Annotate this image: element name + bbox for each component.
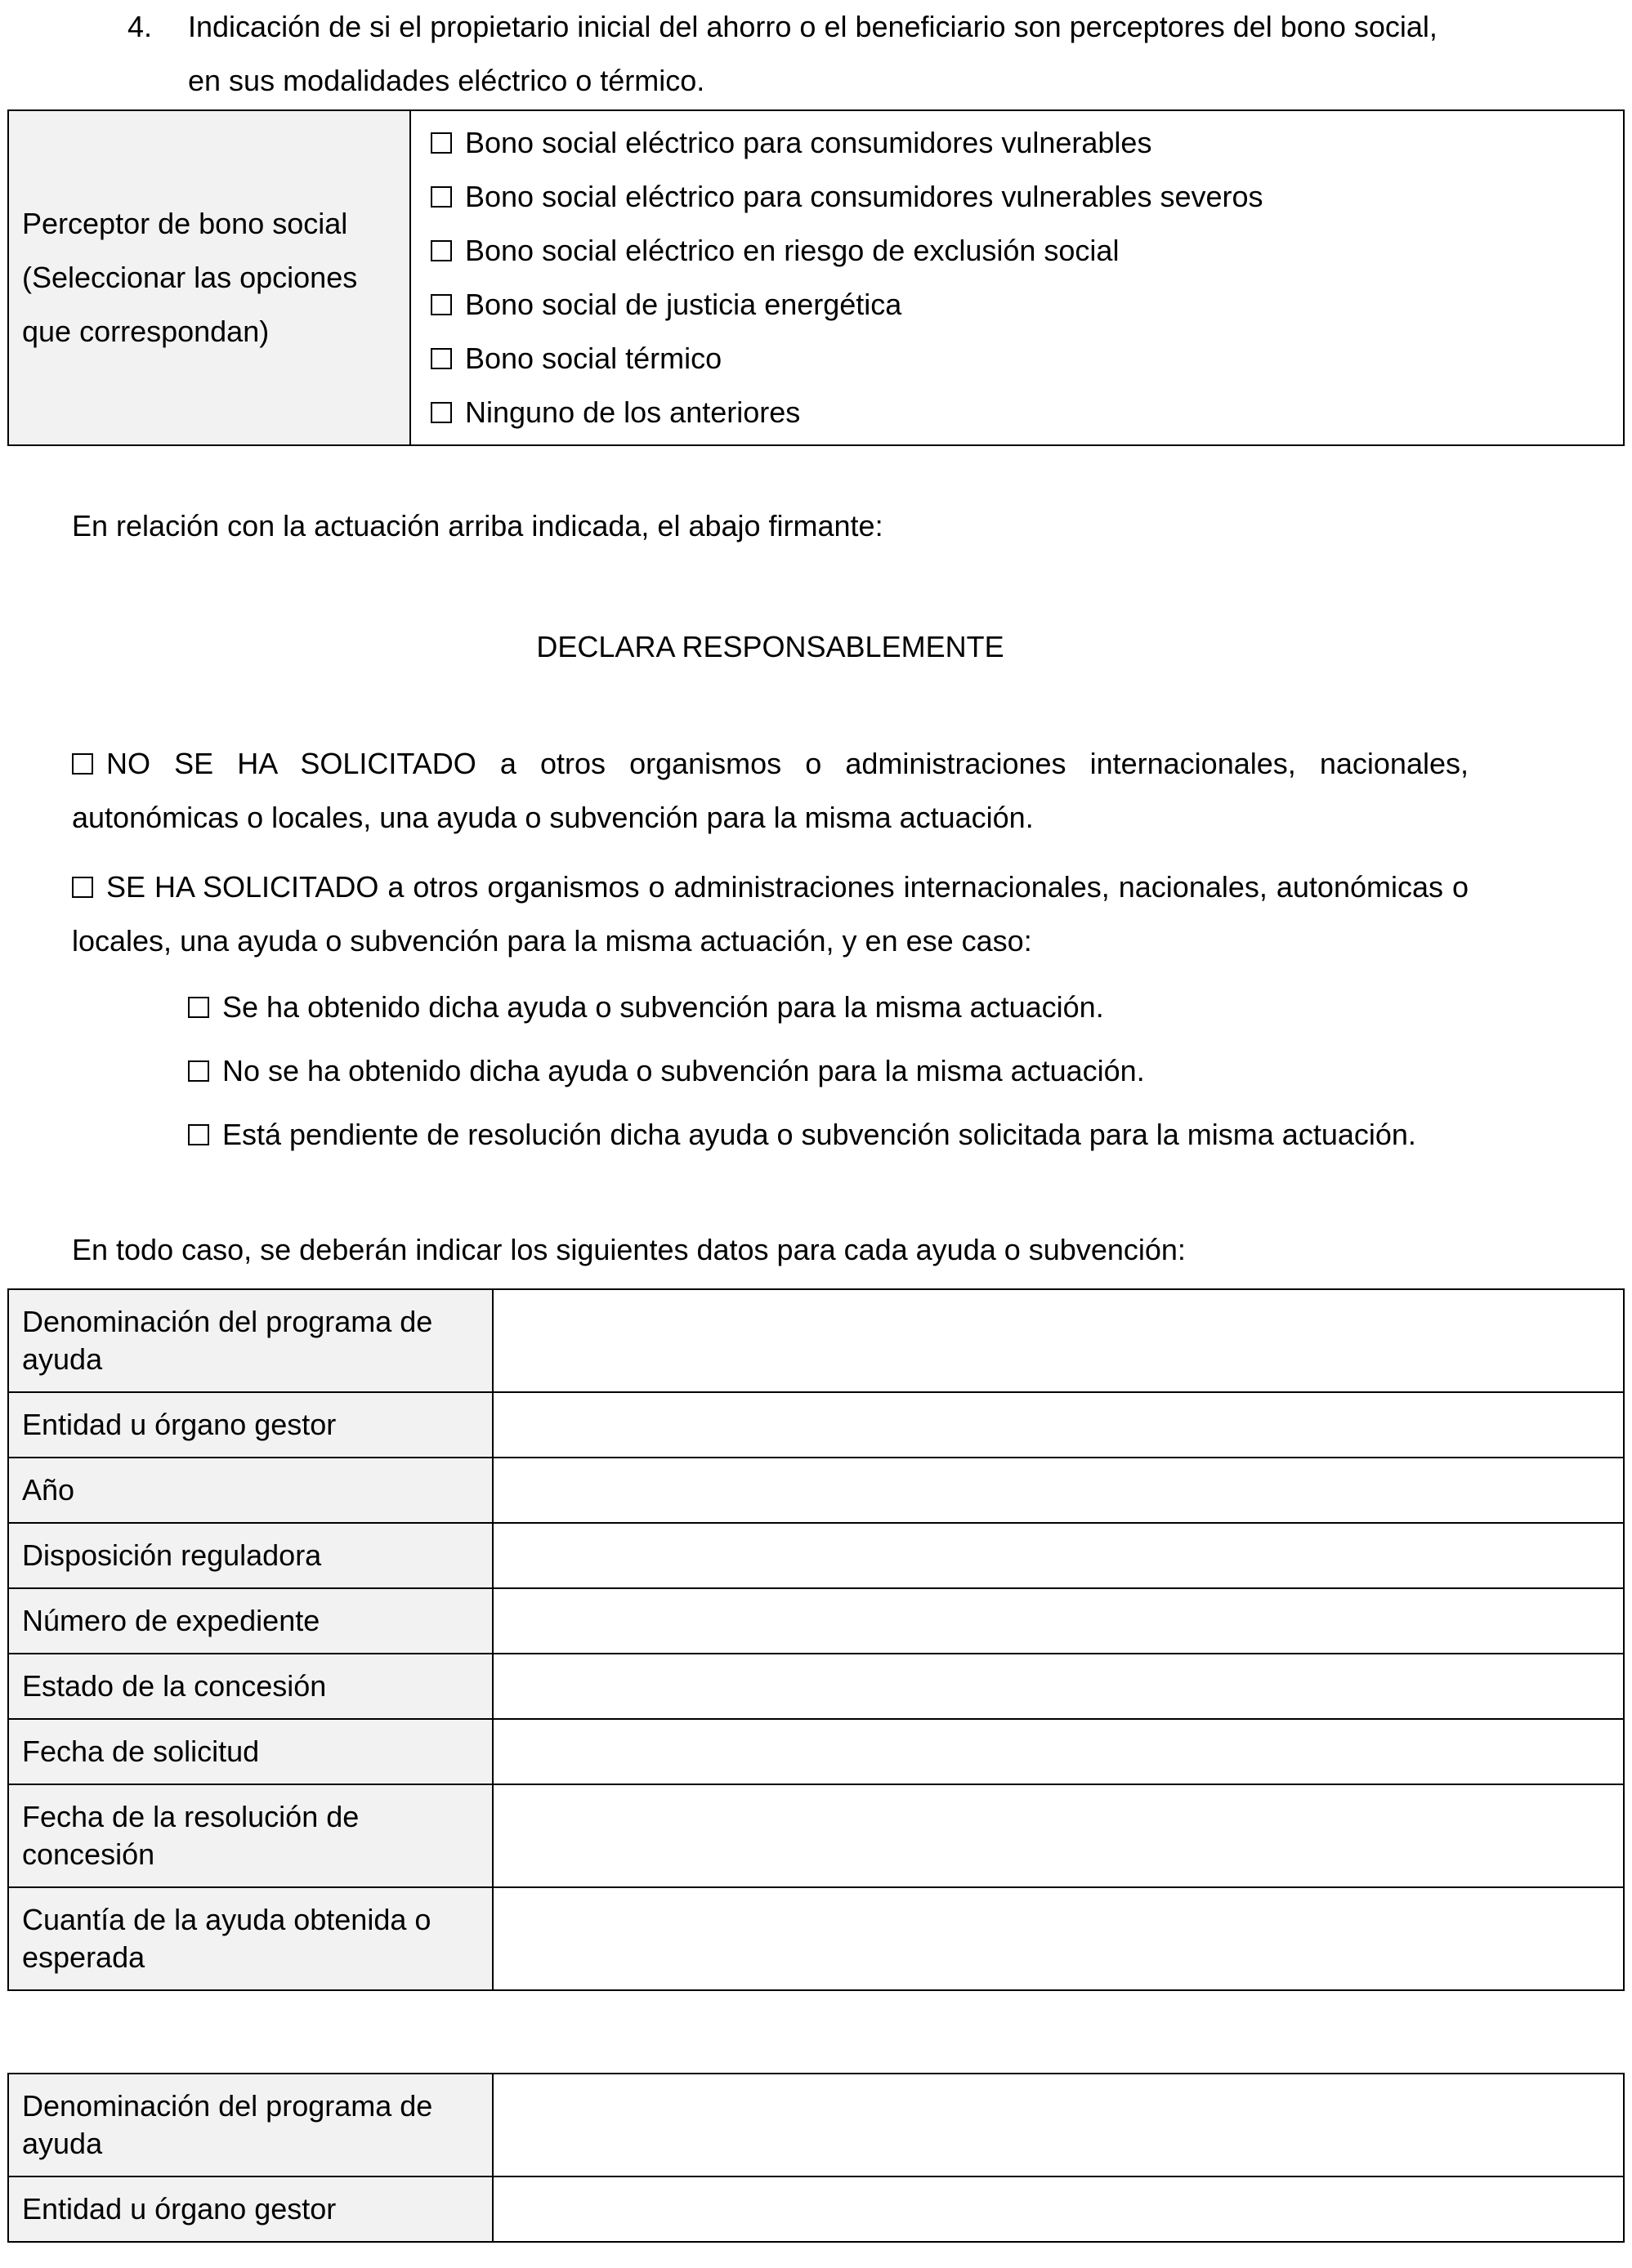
row-value-entidad-2[interactable]: [493, 2176, 1624, 2242]
perceptor-label-cell: [8, 110, 410, 445]
intro-sentence: En relación con la actuación arriba indicada, el abajo firmante:: [72, 509, 883, 542]
checkbox-option-justicia-energetica[interactable]: [431, 278, 1615, 332]
row-value-cuantia[interactable]: [493, 1887, 1624, 1990]
table-row: [8, 1887, 1624, 1990]
declaration-label: NO SE HA SOLICITADO a otros organismos o administraciones internacionales, nacionales, autonómicas o locales, una ayuda o subvención para la misma actuación.: [72, 747, 1469, 834]
perceptor-label-line1: Perceptor de bono social: [22, 207, 348, 240]
checkbox-icon[interactable]: [72, 753, 93, 775]
table-row: [8, 1654, 1624, 1719]
row-label-cuantia: Cuantía de la ayuda obtenida o esperada: [8, 1887, 493, 1990]
table-row: [8, 1784, 1624, 1887]
checkbox-icon[interactable]: [72, 877, 93, 898]
row-label-entidad: Entidad u órgano gestor: [8, 1392, 493, 1458]
row-value-disposicion[interactable]: [493, 1523, 1624, 1588]
row-label-expediente: Número de expediente: [8, 1588, 493, 1654]
checkbox-icon[interactable]: [431, 294, 452, 315]
checkbox-label: Bono social de justicia energética: [465, 288, 902, 321]
table-row: [8, 110, 1624, 445]
row-label-entidad-2: Entidad u órgano gestor: [8, 2176, 493, 2242]
table-row: [8, 1458, 1624, 1523]
declaration-label: SE HA SOLICITADO a otros organismos o administraciones internacionales, nacionales, autonómicas o locales, una ayuda o subvención para la misma actuación, y en ese caso:: [72, 870, 1469, 958]
checkbox-label: Bono social eléctrico en riesgo de exclusión social: [465, 234, 1120, 267]
section-number: 4.: [127, 10, 153, 43]
row-label-ano: Año: [8, 1458, 493, 1523]
row-value-ano[interactable]: [493, 1458, 1624, 1523]
row-value-estado[interactable]: [493, 1654, 1624, 1719]
checkbox-option-exclusion-social[interactable]: [431, 224, 1615, 278]
checkbox-icon[interactable]: [431, 348, 452, 369]
row-label-estado: Estado de la concesión: [8, 1654, 493, 1719]
row-value-denominacion[interactable]: [493, 1289, 1624, 1392]
table-row: [8, 1523, 1624, 1588]
suboption-label: Se ha obtenido dicha ayuda o subvención para la misma actuación.: [222, 990, 1104, 1024]
row-label-fecha-solicitud: Fecha de solicitud: [8, 1719, 493, 1784]
table-row: [8, 1588, 1624, 1654]
row-value-fecha-solicitud[interactable]: [493, 1719, 1624, 1784]
aid-data-table-1: [7, 1288, 1625, 1991]
suboption-no-obtenido[interactable]: [188, 1044, 1469, 1098]
table-row: [8, 1289, 1624, 1392]
aid-data-table-2: [7, 2073, 1625, 2243]
declaration-no-solicitado[interactable]: [72, 737, 1469, 845]
row-label-denominacion-2: Denominación del programa de ayuda: [8, 2074, 493, 2176]
row-value-denominacion-2[interactable]: [493, 2074, 1624, 2176]
checkbox-option-ninguno[interactable]: [431, 386, 1615, 440]
table-row: [8, 2074, 1624, 2176]
row-value-entidad[interactable]: [493, 1392, 1624, 1458]
table-row: [8, 1719, 1624, 1784]
suboption-label: Está pendiente de resolución dicha ayuda o subvención solicitada para la misma actuación.: [222, 1118, 1416, 1151]
checkbox-label: Bono social eléctrico para consumidores vulnerables: [465, 126, 1152, 159]
checkbox-icon[interactable]: [431, 132, 452, 154]
perceptor-bono-social-table: [7, 109, 1625, 446]
suboption-label: No se ha obtenido dicha ayuda o subvención para la misma actuación.: [222, 1054, 1145, 1087]
row-label-denominacion: Denominación del programa de ayuda: [8, 1289, 493, 1392]
row-value-expediente[interactable]: [493, 1588, 1624, 1654]
table-row: [8, 2176, 1624, 2242]
checkbox-icon[interactable]: [188, 1060, 209, 1082]
checkbox-option-electrico-vulnerables[interactable]: [431, 116, 1615, 170]
checkbox-icon[interactable]: [431, 402, 452, 423]
section-title: Indicación de si el propietario inicial del ahorro o el beneficiario son perceptores del bono social, en sus modalidades eléctrico o térmico.: [188, 10, 1438, 97]
checkbox-label: Bono social eléctrico para consumidores vulnerables severos: [465, 180, 1263, 213]
note-sentence: En todo caso, se deberán indicar los siguientes datos para cada ayuda o subvención:: [72, 1233, 1186, 1266]
checkbox-label: Ninguno de los anteriores: [465, 395, 801, 429]
checkbox-icon[interactable]: [431, 240, 452, 261]
declaration-se-ha-solicitado[interactable]: [72, 860, 1469, 968]
checkbox-label: Bono social térmico: [465, 342, 722, 375]
checkbox-icon[interactable]: [431, 186, 452, 208]
perceptor-label-line2: (Seleccionar las opciones que correspondan): [22, 261, 358, 348]
table-row: [8, 1392, 1624, 1458]
checkbox-icon[interactable]: [188, 1124, 209, 1145]
suboption-obtenido[interactable]: [188, 980, 1469, 1034]
checkbox-option-electrico-vulnerables-severos[interactable]: [431, 170, 1615, 224]
row-label-disposicion: Disposición reguladora: [8, 1523, 493, 1588]
perceptor-options-cell: [410, 110, 1624, 445]
declara-heading: DECLARA RESPONSABLEMENTE: [536, 630, 1004, 663]
section-4-heading: [127, 0, 1469, 108]
checkbox-icon[interactable]: [188, 997, 209, 1018]
checkbox-option-termico[interactable]: [431, 332, 1615, 386]
row-label-fecha-resolucion: Fecha de la resolución de concesión: [8, 1784, 493, 1887]
suboption-pendiente[interactable]: [188, 1108, 1469, 1162]
row-value-fecha-resolucion[interactable]: [493, 1784, 1624, 1887]
